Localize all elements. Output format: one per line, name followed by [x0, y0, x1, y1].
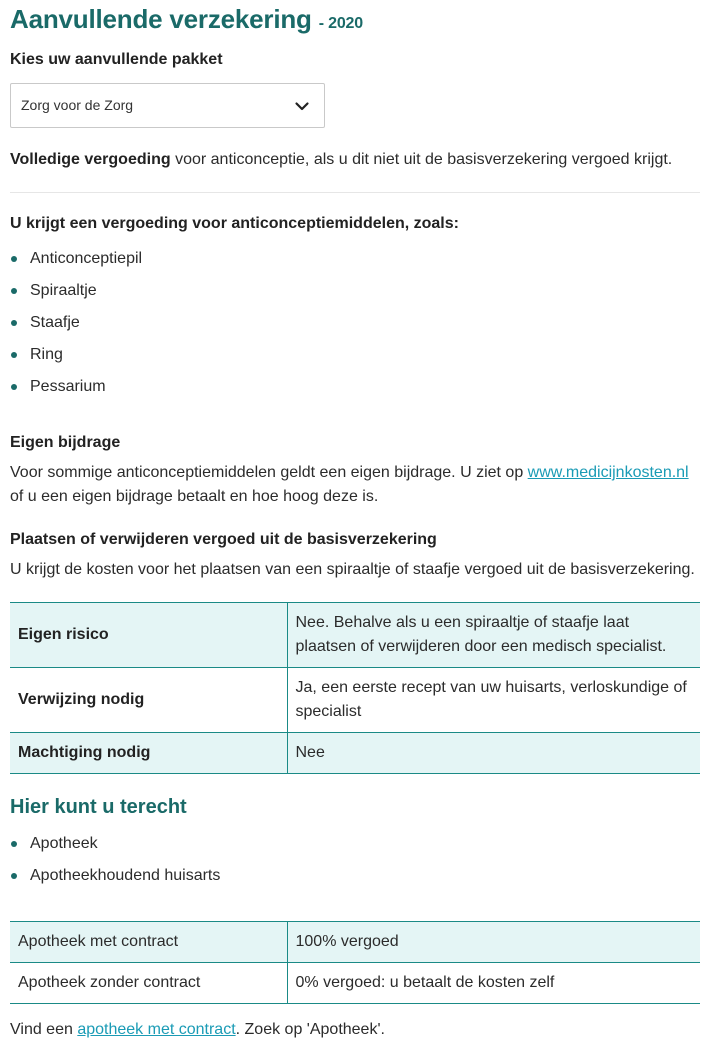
- table-row: [10, 963, 700, 1004]
- table-cell-label: Verwijzing nodig: [10, 668, 287, 733]
- list-item: [10, 346, 142, 378]
- list-item: [10, 282, 142, 314]
- table-row: [10, 668, 700, 733]
- package-select-label: Kies uw aanvullende pakket: [10, 51, 223, 68]
- pharmacy-table: [10, 921, 700, 1004]
- list-item-label: Apotheek: [30, 835, 98, 852]
- bullet-icon: [11, 288, 17, 294]
- terecht-list: [10, 835, 220, 899]
- divider: [10, 192, 700, 193]
- table-cell-value: Nee: [287, 733, 700, 774]
- table-row: [10, 733, 700, 774]
- bullet-icon: [11, 873, 17, 879]
- eigen-bijdrage-text: [10, 461, 700, 509]
- apotheek-contract-link[interactable]: apotheek met contract: [77, 1021, 236, 1038]
- conditions-table: [10, 602, 700, 774]
- chevron-down-icon: [294, 98, 310, 114]
- list-item-label: Apotheekhoudend huisarts: [30, 867, 221, 884]
- list-item: [10, 378, 142, 410]
- bullet-icon: [11, 320, 17, 326]
- coverage-list: [10, 250, 142, 410]
- intro-bold: Volledige vergoeding: [10, 151, 171, 168]
- terecht-heading: Hier kunt u terecht: [10, 796, 187, 818]
- table-cell-label: Machtiging nodig: [10, 733, 287, 774]
- list-item: [10, 835, 220, 867]
- table-cell-value: 100% vergoed: [287, 922, 700, 963]
- eigen-bijdrage-heading: Eigen bijdrage: [10, 434, 121, 451]
- table-cell-label: Apotheek zonder contract: [10, 963, 287, 1004]
- table-cell-value: Ja, een eerste recept van uw huisarts, verloskundige of specialist: [287, 668, 700, 733]
- bullet-icon: [11, 256, 17, 262]
- footer-text-after: . Zoek op 'Apotheek'.: [235, 1021, 385, 1038]
- intro-text: [10, 149, 672, 171]
- plaatsen-text: U krijgt de kosten voor het plaatsen van een spiraaltje of staafje vergoed uit de basisverzekering.: [10, 561, 695, 578]
- list-item-label: Staafje: [30, 314, 80, 331]
- table-cell-value: 0% vergoed: u betaalt de kosten zelf: [287, 963, 700, 1004]
- bullet-icon: [11, 384, 17, 390]
- intro-rest: voor anticonceptie, als u dit niet uit de basisverzekering vergoed krijgt.: [170, 151, 673, 168]
- footer-text-before: Vind een: [10, 1021, 78, 1038]
- list-item: [10, 314, 142, 346]
- eigen-bijdrage-text-after: of u een eigen bijdrage betaalt en hoe hoog deze is.: [10, 488, 379, 505]
- list-item-label: Ring: [30, 346, 63, 363]
- table-cell-value: Nee. Behalve als u een spiraaltje of staafje laat plaatsen of verwijderen door een medisch specialist.: [287, 603, 700, 668]
- plaatsen-heading: Plaatsen of verwijderen vergoed uit de basisverzekering: [10, 531, 437, 548]
- footer-text: [10, 1018, 700, 1042]
- table-row: [10, 603, 700, 668]
- table-cell-label: Apotheek met contract: [10, 922, 287, 963]
- package-select-value: Zorg voor de Zorg: [21, 97, 134, 113]
- table-cell-label: Eigen risico: [10, 603, 287, 668]
- page-title-text: Aanvullende verzekering: [10, 4, 312, 34]
- page-title: [10, 4, 363, 35]
- list-item-label: Pessarium: [30, 378, 106, 395]
- eigen-bijdrage-text-before: Voor sommige anticonceptiemiddelen geldt een eigen bijdrage. U ziet op: [10, 464, 528, 481]
- package-select[interactable]: [10, 83, 325, 128]
- table-row: [10, 922, 700, 963]
- list-item-label: Anticonceptiepil: [30, 250, 143, 267]
- medicijnkosten-link[interactable]: www.medicijnkosten.nl: [527, 464, 689, 481]
- list-item: [10, 867, 220, 899]
- bullet-icon: [11, 352, 17, 358]
- list-item: [10, 250, 142, 282]
- page-title-year: - 2020: [318, 15, 363, 32]
- list-item-label: Spiraaltje: [30, 282, 97, 299]
- coverage-heading: U krijgt een vergoeding voor anticonceptiemiddelen, zoals:: [10, 215, 459, 232]
- bullet-icon: [11, 841, 17, 847]
